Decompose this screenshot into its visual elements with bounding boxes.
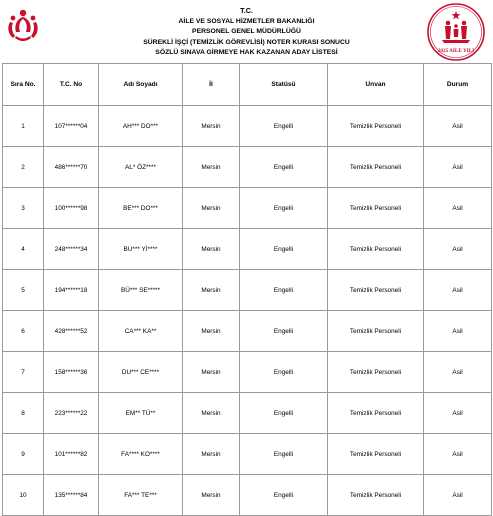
document-title: [100, 6, 393, 59]
cell-durum: Asil: [424, 147, 492, 188]
cell-sira-no: 6: [3, 311, 44, 352]
document-header: [0, 0, 493, 70]
column-header-statusu: Statüsü: [240, 64, 328, 106]
cell-statusu: Engelli: [240, 106, 328, 147]
cell-sira-no: 5: [3, 270, 44, 311]
cell-durum: Asil: [424, 434, 492, 475]
cell-sira-no: 4: [3, 229, 44, 270]
cell-sira-no: 2: [3, 147, 44, 188]
cell-il: Mersin: [183, 434, 240, 475]
candidate-table: [2, 63, 492, 516]
cell-tc-no: 223******22: [44, 393, 99, 434]
cell-adi-soyadi: DU*** CE****: [99, 352, 183, 393]
cell-unvan: Temizlik Personeli: [328, 352, 424, 393]
cell-tc-no: 194******18: [44, 270, 99, 311]
cell-adi-soyadi: BE*** DO***: [99, 188, 183, 229]
column-header-durum: Durum: [424, 64, 492, 106]
cell-durum: Asil: [424, 229, 492, 270]
table-row: [3, 106, 492, 147]
cell-statusu: Engelli: [240, 229, 328, 270]
cell-il: Mersin: [183, 229, 240, 270]
cell-adi-soyadi: CA*** KA**: [99, 311, 183, 352]
table-row: [3, 311, 492, 352]
table-header-row: [3, 64, 492, 106]
table-row: [3, 434, 492, 475]
table-row: [3, 352, 492, 393]
cell-unvan: Temizlik Personeli: [328, 147, 424, 188]
table-row: [3, 229, 492, 270]
cell-unvan: Temizlik Personeli: [328, 434, 424, 475]
cell-adi-soyadi: FA*** TE***: [99, 475, 183, 516]
cell-tc-no: 158******36: [44, 352, 99, 393]
cell-unvan: Temizlik Personeli: [328, 229, 424, 270]
table-row: [3, 270, 492, 311]
title-line-directorate: PERSONEL GENEL MÜDÜRLÜĞÜ: [192, 28, 301, 36]
cell-unvan: Temizlik Personeli: [328, 188, 424, 229]
title-line-tc: T.C.: [240, 6, 253, 15]
table-row: [3, 475, 492, 516]
column-header-unvan: Unvan: [328, 64, 424, 106]
cell-durum: Asil: [424, 311, 492, 352]
table-row: [3, 393, 492, 434]
cell-statusu: Engelli: [240, 147, 328, 188]
cell-statusu: Engelli: [240, 352, 328, 393]
column-header-adi-soyadi: Adı Soyadı: [99, 64, 183, 106]
cell-tc-no: 100******98: [44, 188, 99, 229]
cell-durum: Asil: [424, 475, 492, 516]
cell-tc-no: 107******04: [44, 106, 99, 147]
cell-durum: Asil: [424, 106, 492, 147]
cell-sira-no: 8: [3, 393, 44, 434]
cell-tc-no: 428******52: [44, 311, 99, 352]
cell-statusu: Engelli: [240, 434, 328, 475]
cell-statusu: Engelli: [240, 475, 328, 516]
cell-sira-no: 1: [3, 106, 44, 147]
family-year-logo-icon: [426, 2, 486, 62]
column-header-tc-no: T.C. No: [44, 64, 99, 106]
cell-tc-no: 486******70: [44, 147, 99, 188]
cell-statusu: Engelli: [240, 311, 328, 352]
cell-unvan: Temizlik Personeli: [328, 393, 424, 434]
cell-statusu: Engelli: [240, 188, 328, 229]
title-line-ministry: AİLE VE SOSYAL HİZMETLER BAKANLIĞI: [178, 17, 315, 25]
cell-il: Mersin: [183, 311, 240, 352]
cell-il: Mersin: [183, 352, 240, 393]
cell-durum: Asil: [424, 393, 492, 434]
cell-adi-soyadi: AH*** DO***: [99, 106, 183, 147]
cell-sira-no: 7: [3, 352, 44, 393]
table-row: [3, 147, 492, 188]
cell-statusu: Engelli: [240, 393, 328, 434]
cell-tc-no: 135******84: [44, 475, 99, 516]
cell-tc-no: 248******34: [44, 229, 99, 270]
column-header-il: İl: [183, 64, 240, 106]
cell-unvan: Temizlik Personeli: [328, 270, 424, 311]
cell-unvan: Temizlik Personeli: [328, 311, 424, 352]
ministry-logo-icon: [2, 5, 44, 47]
cell-adi-soyadi: FA**** KO****: [99, 434, 183, 475]
cell-adi-soyadi: BÜ*** SE*****: [99, 270, 183, 311]
cell-durum: Asil: [424, 352, 492, 393]
cell-il: Mersin: [183, 475, 240, 516]
cell-unvan: Temizlik Personeli: [328, 475, 424, 516]
table-row: [3, 188, 492, 229]
cell-adi-soyadi: EM** TÜ**: [99, 393, 183, 434]
column-header-sira-no: Sıra No.: [3, 64, 44, 106]
cell-il: Mersin: [183, 393, 240, 434]
cell-il: Mersin: [183, 188, 240, 229]
title-line-subject: SÜREKLİ İŞÇİ (TEMİZLİK GÖREVLİSİ) NOTER KURASI SONUCU: [143, 38, 350, 46]
cell-adi-soyadi: AL* ÖZ****: [99, 147, 183, 188]
cell-tc-no: 101******82: [44, 434, 99, 475]
cell-sira-no: 10: [3, 475, 44, 516]
cell-il: Mersin: [183, 270, 240, 311]
cell-adi-soyadi: BU*** Yİ****: [99, 229, 183, 270]
cell-durum: Asil: [424, 188, 492, 229]
title-line-list: SÖZLÜ SINAVA GİRMEYE HAK KAZANAN ADAY LİSTESİ: [155, 49, 338, 57]
cell-sira-no: 3: [3, 188, 44, 229]
cell-il: Mersin: [183, 106, 240, 147]
cell-statusu: Engelli: [240, 270, 328, 311]
cell-durum: Asil: [424, 270, 492, 311]
cell-sira-no: 9: [3, 434, 44, 475]
cell-il: Mersin: [183, 147, 240, 188]
family-year-logo-text: 2025 AİLE YILI: [437, 48, 475, 54]
cell-unvan: Temizlik Personeli: [328, 106, 424, 147]
